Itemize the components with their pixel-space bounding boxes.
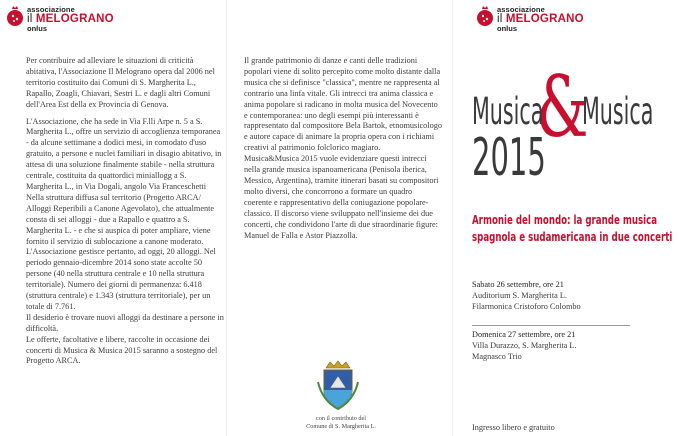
concert-entry [472, 280, 672, 313]
title-ampersand: & [536, 58, 589, 156]
middle-paragraph: Musica&Musica 2015 vuole evidenziare questi intrecci nella grande musica ispanoamericana (Penisola iberica, Messico, Argentina), tramite itinerari basati su compositori molto diversi, che concorrono a formare un quadro coerente e rappresentativo della coniugazione popolare-classico. Il discorso viene sviluppato nell'insieme dei due concerti, che condividono l'arte di due straordinarie figure: Manuel de Falla e Astor Piazzolla. [244, 154, 439, 240]
event-subtitle [472, 212, 673, 246]
concert-date: Sabato 26 settembre, ore 21 [472, 280, 564, 289]
subtitle-line2: spagnola e sudamericana in due concerti [472, 230, 673, 244]
panel-right [452, 0, 679, 436]
middle-body-text [244, 56, 442, 241]
concert-venue: Villa Durazzo, S. Margherita L. [472, 340, 577, 350]
middle-paragraph: Il grande patrimonio di danze e canti delle tradizioni popolari viene di solito percepito come molto distante dalla musica che si definisce "classica", mentre ne rappresenta al contrario una linfa vitale. Gli intrecci tra anima classica e anima popolare si radicano in molta musica del Novecento e contemporanea: uno degli esempi più interessanti è rappresentato dal compositore Bela Bartok, etnomusicologo e autore capace di animare la propria opera con i richiami creativi al patrimonio folclorico magiaro. [244, 56, 442, 153]
logo-line1: associazione [27, 5, 75, 14]
divider [472, 325, 630, 326]
event-title [472, 58, 672, 210]
credit-line2: Comune di S. Margherita L. [306, 422, 376, 430]
logo-line2a: il [27, 12, 36, 25]
logo-line1: associazione [497, 5, 545, 14]
logo-line2a: il [497, 12, 506, 25]
title-year: 2015 [472, 128, 546, 188]
logo-line2b: MELOGRANO [505, 12, 584, 25]
logo-line2b: MELOGRANO [35, 12, 114, 25]
title-word1: Musica [472, 90, 544, 133]
left-paragraph: Per contribuire ad alleviare le situazioni di criticità abitativa, l'Associazione Il Melograno opera dal 2006 nel territorio costituito dai Comuni di S. Margherita L., Rapallo, Zoagli, Chiavari, Sestri L. e dagli altri Comuni dell'Area Est della ex Provincia di Genova. [26, 56, 215, 109]
panel-middle [226, 0, 452, 436]
left-body-text [26, 56, 224, 367]
logo-line3: onlus [27, 24, 47, 33]
title-word2: Musica [582, 90, 654, 133]
left-paragraph: Le offerte, facoltative e libere, raccolte in occasione dei concerti di Musica & Musica 2015 saranno a sostegno del Progetto ARCA. [26, 334, 218, 366]
coat-of-arms-icon [316, 360, 360, 410]
credit-line1: con il contributo del [315, 415, 366, 422]
concert-performer: Filarmonica Cristoforo Colombo [472, 301, 581, 311]
melograno-logo [6, 6, 114, 33]
concert-entry [472, 330, 672, 363]
panel-left [0, 0, 226, 436]
concert-date: Domenica 27 settembre, ore 21 [472, 330, 576, 339]
concert-venue: Auditorium S. Margherita L. [472, 290, 567, 300]
logo-line3: onlus [497, 24, 517, 33]
left-paragraph: Nella struttura diffusa sul territorio (Progetto ARCA/ Alloggi Reperibili a Canone Agevolato), che attualmente consta di sei alloggi - due a Rapallo e quattro a S. Margherita L. - e che si auspica di poter ampliare, viene fornito il servizio di sublocazione a canone moderato. L'Associazione gestisce pertanto, ad oggi, 20 alloggi. Nel periodo gennaio-dicembre 2014 sono state accolte 50 persone (40 nella struttura centrale e 10 nella struttura territoriale). Numero dei giorni di permanenza: 6.418 (struttura centrale) e 1.343 (struttura territoriale), per un totale di 7.761. [26, 192, 216, 311]
melograno-logo [476, 6, 584, 33]
left-paragraph: Il desiderio è trovare nuovi alloggi da destinare a persone in difficoltà. [26, 312, 224, 333]
sponsor-credit [266, 415, 416, 430]
pomegranate-icon [476, 6, 494, 28]
subtitle-line1: Armonie del mondo: la grande musica [472, 213, 658, 227]
pomegranate-icon [6, 6, 24, 28]
left-paragraph: L'Associazione, che ha sede in Via F.lli Arpe n. 5 a S. Margherita L., offre un servizio di accoglienza temporanea - da alcune settimane a dodici mesi, in comodato d'uso gratuito, a persone e nuclei familiari in disagio abitativo, in attesa di una soluzione finalmente stabile - nella struttura centrale, costituita da quattordici miniallogg a S. Margherita L., in Via Dogali, angolo Via Franceschetti [26, 116, 222, 191]
admission-note: Ingresso libero e gratuito [472, 423, 555, 432]
concert-performer: Magnasco Trio [472, 351, 522, 361]
